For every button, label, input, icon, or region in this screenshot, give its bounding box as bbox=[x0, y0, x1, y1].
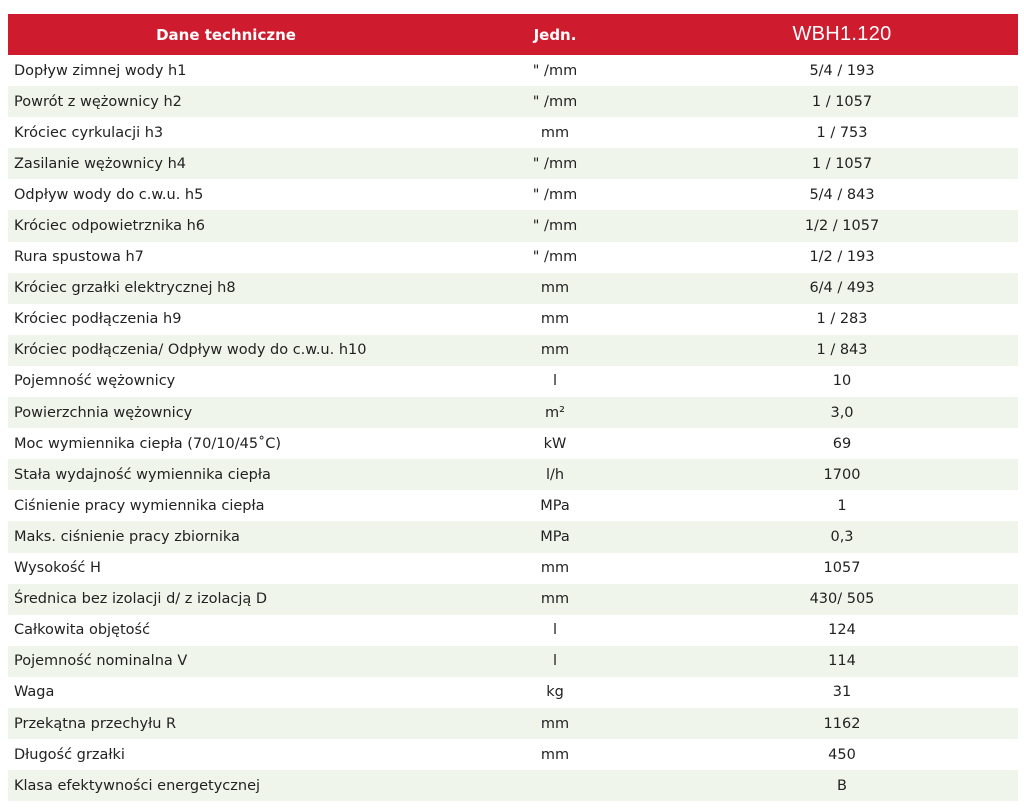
parameter-unit: mm bbox=[444, 335, 666, 366]
table-row bbox=[8, 615, 1018, 646]
parameter-unit: kg bbox=[444, 677, 666, 708]
parameter-unit: kW bbox=[444, 428, 666, 459]
parameter-name: Króciec odpowietrznika h6 bbox=[8, 210, 444, 241]
header-technical-data: Dane techniczne bbox=[8, 14, 444, 55]
parameter-value: 124 bbox=[666, 615, 1018, 646]
parameter-name: Ciśnienie pracy wymiennika ciepła bbox=[8, 490, 444, 521]
parameter-value: 0,3 bbox=[666, 521, 1018, 552]
table-row bbox=[8, 770, 1018, 801]
parameter-name: Dopływ zimnej wody h1 bbox=[8, 55, 444, 86]
table-header bbox=[8, 14, 1018, 55]
parameter-value: 1 / 843 bbox=[666, 335, 1018, 366]
table-row bbox=[8, 210, 1018, 241]
parameter-value: 450 bbox=[666, 739, 1018, 770]
parameter-value: 5/4 / 193 bbox=[666, 55, 1018, 86]
parameter-value: 1700 bbox=[666, 459, 1018, 490]
parameter-name: Króciec grzałki elektrycznej h8 bbox=[8, 273, 444, 304]
parameter-unit: mm bbox=[444, 273, 666, 304]
parameter-unit bbox=[444, 770, 666, 801]
parameter-name: Wysokość H bbox=[8, 553, 444, 584]
parameter-name: Długość grzałki bbox=[8, 739, 444, 770]
table-row bbox=[8, 521, 1018, 552]
parameter-value: 10 bbox=[666, 366, 1018, 397]
parameter-unit: " /mm bbox=[444, 242, 666, 273]
parameter-name: Króciec podłączenia h9 bbox=[8, 304, 444, 335]
table-row bbox=[8, 397, 1018, 428]
parameter-unit: MPa bbox=[444, 490, 666, 521]
table-row bbox=[8, 739, 1018, 770]
parameter-name: Przekątna przechyłu R bbox=[8, 708, 444, 739]
parameter-name: Pojemność nominalna V bbox=[8, 646, 444, 677]
parameter-unit: mm bbox=[444, 304, 666, 335]
parameter-name: Waga bbox=[8, 677, 444, 708]
parameter-unit: m² bbox=[444, 397, 666, 428]
parameter-name: Stała wydajność wymiennika ciepła bbox=[8, 459, 444, 490]
parameter-name: Odpływ wody do c.w.u. h5 bbox=[8, 179, 444, 210]
parameter-unit: mm bbox=[444, 708, 666, 739]
parameter-name: Zasilanie wężownicy h4 bbox=[8, 148, 444, 179]
parameter-value: 1057 bbox=[666, 553, 1018, 584]
parameter-value: 1 / 1057 bbox=[666, 148, 1018, 179]
table-row bbox=[8, 335, 1018, 366]
parameter-value: 1 / 753 bbox=[666, 117, 1018, 148]
parameter-value: 114 bbox=[666, 646, 1018, 677]
parameter-name: Króciec podłączenia/ Odpływ wody do c.w.u. h10 bbox=[8, 335, 444, 366]
header-model: WBH1.120 bbox=[666, 14, 1018, 55]
parameter-name: Maks. ciśnienie pracy zbiornika bbox=[8, 521, 444, 552]
table-row bbox=[8, 646, 1018, 677]
table-row bbox=[8, 459, 1018, 490]
parameter-value: 430/ 505 bbox=[666, 584, 1018, 615]
parameter-value: 1/2 / 193 bbox=[666, 242, 1018, 273]
header-unit: Jedn. bbox=[444, 14, 666, 55]
parameter-value: 5/4 / 843 bbox=[666, 179, 1018, 210]
table-body bbox=[8, 55, 1018, 801]
parameter-name: Powrót z wężownicy h2 bbox=[8, 86, 444, 117]
parameter-value: 3,0 bbox=[666, 397, 1018, 428]
table-row bbox=[8, 55, 1018, 86]
technical-data-table bbox=[8, 14, 1018, 801]
parameter-name: Powierzchnia wężownicy bbox=[8, 397, 444, 428]
table-row bbox=[8, 242, 1018, 273]
parameter-unit: " /mm bbox=[444, 86, 666, 117]
table-row bbox=[8, 304, 1018, 335]
table-row bbox=[8, 553, 1018, 584]
parameter-unit: mm bbox=[444, 739, 666, 770]
parameter-name: Całkowita objętość bbox=[8, 615, 444, 646]
parameter-unit: " /mm bbox=[444, 148, 666, 179]
table-row bbox=[8, 490, 1018, 521]
parameter-unit: l bbox=[444, 366, 666, 397]
parameter-unit: MPa bbox=[444, 521, 666, 552]
parameter-value: 1 / 283 bbox=[666, 304, 1018, 335]
table-row bbox=[8, 273, 1018, 304]
parameter-unit: l/h bbox=[444, 459, 666, 490]
table-row bbox=[8, 708, 1018, 739]
parameter-name: Rura spustowa h7 bbox=[8, 242, 444, 273]
parameter-unit: mm bbox=[444, 584, 666, 615]
parameter-value: 69 bbox=[666, 428, 1018, 459]
table-row bbox=[8, 428, 1018, 459]
table-row bbox=[8, 148, 1018, 179]
table-row bbox=[8, 86, 1018, 117]
table-row bbox=[8, 117, 1018, 148]
parameter-unit: " /mm bbox=[444, 210, 666, 241]
parameter-unit: l bbox=[444, 615, 666, 646]
parameter-name: Pojemność wężownicy bbox=[8, 366, 444, 397]
parameter-value: B bbox=[666, 770, 1018, 801]
table-row bbox=[8, 584, 1018, 615]
parameter-name: Klasa efektywności energetycznej bbox=[8, 770, 444, 801]
parameter-name: Króciec cyrkulacji h3 bbox=[8, 117, 444, 148]
parameter-value: 1 / 1057 bbox=[666, 86, 1018, 117]
parameter-unit: l bbox=[444, 646, 666, 677]
parameter-name: Moc wymiennika ciepła (70/10/45˚C) bbox=[8, 428, 444, 459]
parameter-value: 1/2 / 1057 bbox=[666, 210, 1018, 241]
table-row bbox=[8, 366, 1018, 397]
parameter-unit: mm bbox=[444, 553, 666, 584]
parameter-name: Średnica bez izolacji d/ z izolacją D bbox=[8, 584, 444, 615]
parameter-unit: " /mm bbox=[444, 179, 666, 210]
parameter-unit: mm bbox=[444, 117, 666, 148]
table-row bbox=[8, 179, 1018, 210]
parameter-value: 1 bbox=[666, 490, 1018, 521]
parameter-value: 1162 bbox=[666, 708, 1018, 739]
parameter-value: 6/4 / 493 bbox=[666, 273, 1018, 304]
parameter-value: 31 bbox=[666, 677, 1018, 708]
parameter-unit: " /mm bbox=[444, 55, 666, 86]
header-row bbox=[8, 14, 1018, 55]
table-row bbox=[8, 677, 1018, 708]
